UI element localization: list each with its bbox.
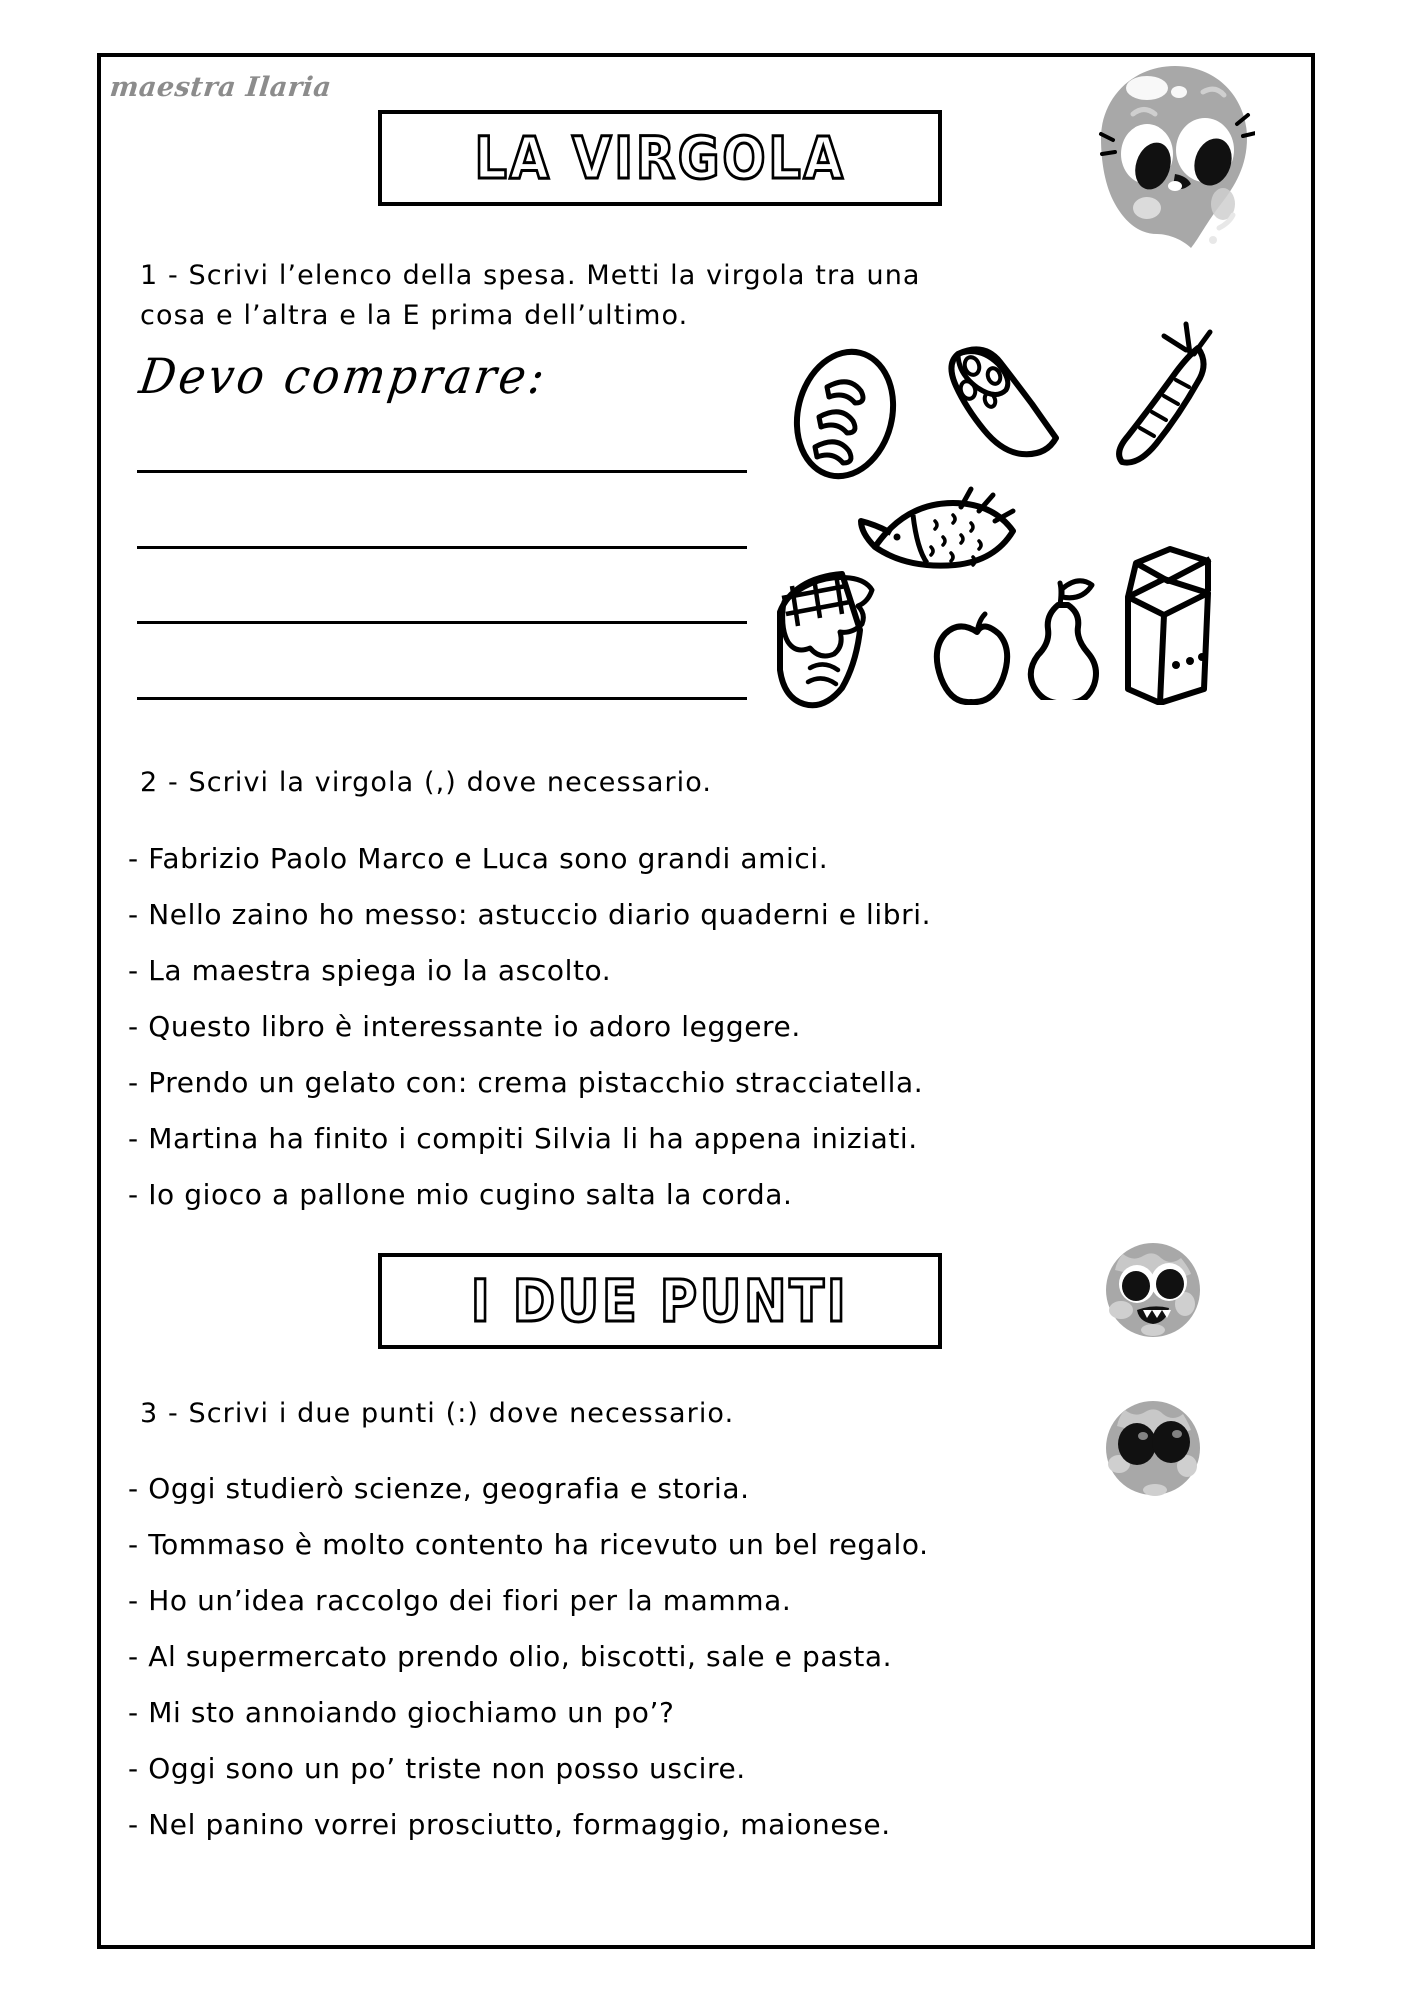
pear-illustration (1008, 575, 1108, 700)
exercise3-item-3: - Ho un’idea raccolgo dei fiori per la mamma. (128, 1584, 792, 1617)
answer-line-3[interactable] (137, 621, 747, 624)
answer-line-4[interactable] (137, 697, 747, 700)
answer-line-1[interactable] (137, 470, 747, 473)
section-title-virgola: LA VIRGOLA (474, 124, 846, 192)
carrot-illustration (1088, 320, 1213, 475)
exercise1-prompt: Devo comprare: (136, 347, 551, 405)
answer-line-2[interactable] (137, 546, 747, 549)
section-title-box-virgola (378, 110, 942, 206)
exercise2-item-3: - La maestra spiega io la ascolto. (128, 954, 612, 987)
exercise1-instruction-line1: 1 - Scrivi l’elenco della spesa. Metti la virgola tra una (140, 260, 921, 291)
alien-ghost-character (1095, 62, 1255, 252)
chocolate-bar-illustration (770, 568, 895, 713)
brand-watermark: maestra Ilaria (108, 72, 334, 103)
exercise2-item-4: - Questo libro è interessante io adoro leggere. (128, 1010, 801, 1043)
exercise3-item-7: - Nel panino vorrei prosciutto, formaggio, maionese. (128, 1808, 891, 1841)
exercise2-instruction: 2 - Scrivi la virgola (,) dove necessario. (140, 767, 713, 798)
exercise3-instruction: 3 - Scrivi i due punti (:) dove necessario. (140, 1398, 735, 1429)
exercise3-item-5: - Mi sto annoiando giochiamo un po’? (128, 1696, 675, 1729)
exercise3-item-1: - Oggi studierò scienze, geografia e storia. (128, 1472, 750, 1505)
section-title-box-due-punti (378, 1253, 942, 1349)
bread-loaf-illustration (785, 347, 905, 482)
monster-planet-character-2 (1103, 1398, 1203, 1498)
milk-carton-illustration (1106, 545, 1231, 705)
monster-planet-character-1 (1103, 1240, 1203, 1340)
exercise2-item-7: - Io gioco a pallone mio cugino salta la corda. (128, 1178, 793, 1211)
exercise1-instruction-line2: cosa e l’altra e la E prima dell’ultimo. (140, 300, 689, 331)
section-title-due-punti: I DUE PUNTI (471, 1267, 849, 1335)
exercise3-item-2: - Tommaso è molto contento ha ricevuto un bel regalo. (128, 1528, 929, 1561)
exercise2-item-1: - Fabrizio Paolo Marco e Luca sono grandi amici. (128, 842, 829, 875)
exercise2-item-5: - Prendo un gelato con: crema pistacchio stracciatella. (128, 1066, 924, 1099)
salami-illustration (920, 340, 1070, 460)
exercise2-item-6: - Martina ha finito i compiti Silvia li ha appena iniziati. (128, 1122, 918, 1155)
exercise2-item-2: - Nello zaino ho messo: astuccio diario quaderni e libri. (128, 898, 932, 931)
exercise3-item-4: - Al supermercato prendo olio, biscotti, sale e pasta. (128, 1640, 893, 1673)
exercise3-item-6: - Oggi sono un po’ triste non posso uscire. (128, 1752, 746, 1785)
